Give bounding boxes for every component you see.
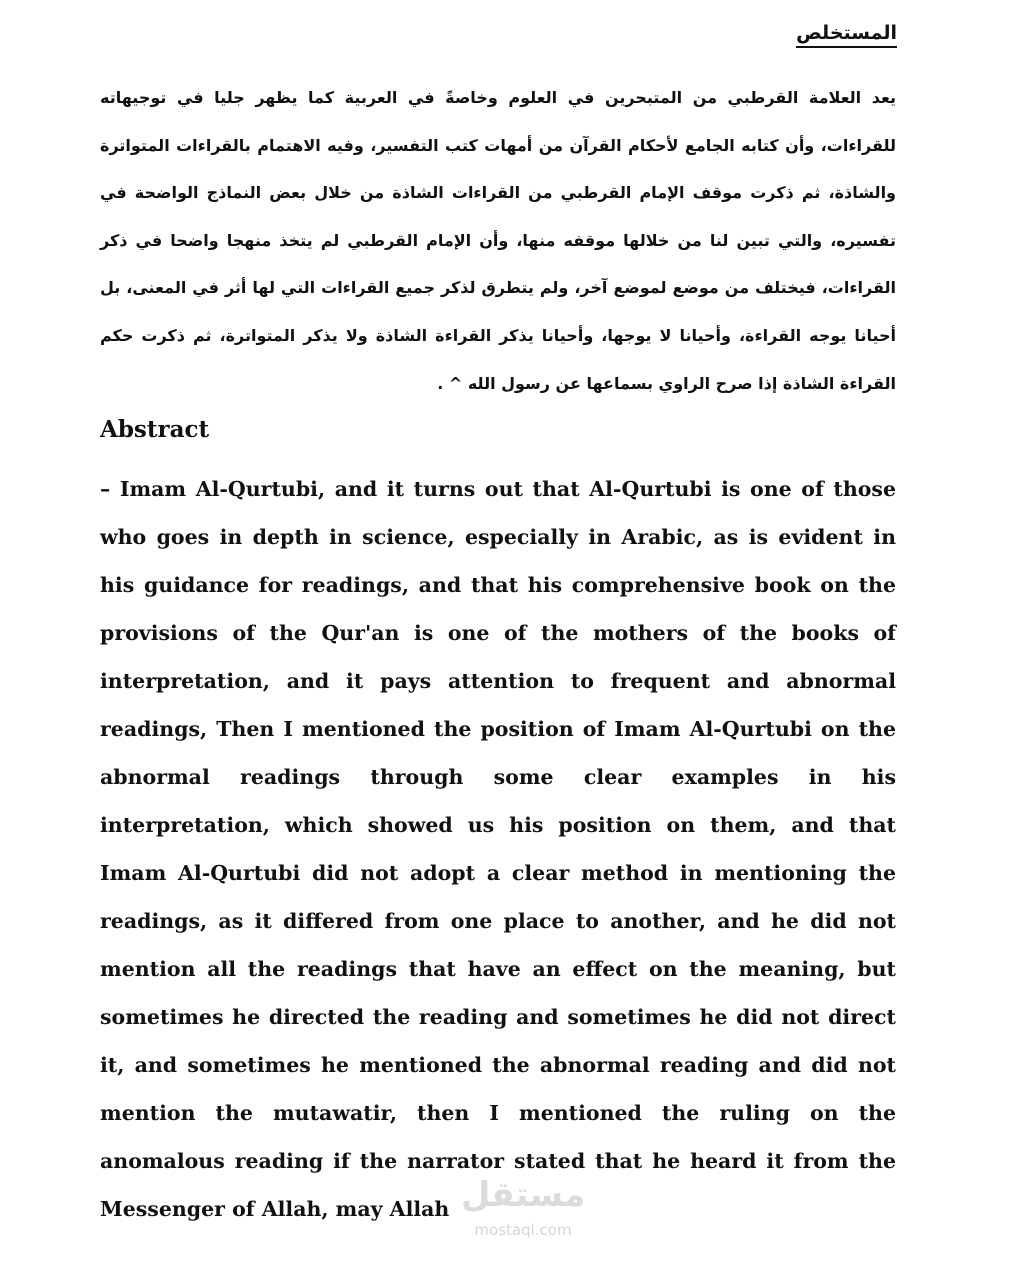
- watermark-site: mostaql.com: [474, 1221, 572, 1239]
- arabic-abstract-heading: المستخلص: [796, 22, 897, 48]
- arabic-abstract-paragraph: يعد العلامة القرطبي من المتبحرين في العلوم وخاصةً في العربية كما يظهر جليا في توجيهاته للقراءات، وأن كتابه الجامع لأحكام القرآن من أمهات كتب التفسير، وفيه الاهتمام بالقراءات المتواترة والشاذة، ثم ذكرت موقف الإمام القرطبي من القراءات الشاذة من خلال بعض النماذج الواضحة في تفسيره، والتي تبين لنا من خلالها موقفه منها، وأن الإمام القرطبي لم يتخذ منهجا واضحا في ذكر القراءات، فيختلف من موضع لموضع آخر، ولم يتطرق لذكر جميع القراءات التي لها أثر في المعنى، بل أحيانا يوجه القراءة، وأحيانا لا يوجها، وأحيانا يذكر القراءة الشاذة ولا يذكر المتواترة، ثم ذكرت حكم القراءة الشاذة إذا صرح الراوي بسماعها عن رسول الله ^ .: [100, 88, 896, 393]
- english-abstract-heading: Abstract: [100, 416, 210, 443]
- watermark-brand: مستقل: [460, 1175, 586, 1215]
- english-abstract-paragraph: – Imam Al-Qurtubi, and it turns out that Al-Qurtubi is one of those who goes in depth in science, especially in Arabic, as is evident in his guidance for readings, and that his comprehensive book on the provisions of the Qur'an is one of the mothers of the books of interpretation, and it pays attention to frequent and abnormal readings, Then I mentioned the position of Imam Al-Qurtubi on the abnormal readings through some clear examples in his interpretation, which showed us his position on them, and that Imam Al-Qurtubi did not adopt a clear method in mentioning the readings, as it differed from one place to another, and he did not mention all the readings that have an effect on the meaning, but sometimes he directed the reading and sometimes he did not direct it, and sometimes he mentioned the abnormal reading and did not mention the mutawatir, then I mentioned the ruling on the anomalous reading if the narrator stated that he heard it from the Messenger of Allah, may Allah: [100, 477, 896, 1221]
